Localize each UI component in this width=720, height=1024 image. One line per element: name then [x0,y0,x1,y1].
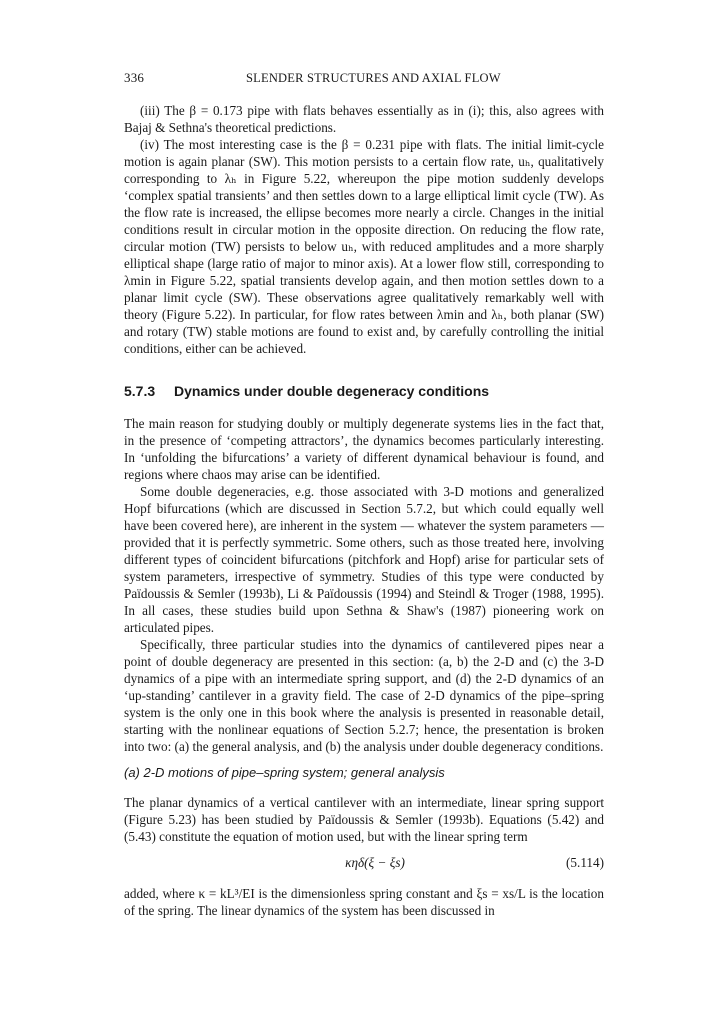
running-head [124,70,604,86]
section-paragraph-1: The main reason for studying doubly or multiply degenerate systems lies in the fact that, in the presence of ‘competing attractors’, the dynamics becomes particularly interesting. In ‘unfolding the bifurcations’ a variety of different dynamical behaviour is found, and regions where chaos may arise can be identified. [124,416,604,482]
paragraph-iv: (iv) The most interesting case is the β = 0.231 pipe with flats. The initial limit-cycle motion is again planar (SW). This motion persists to a certain flow rate, uₕ, qualitatively corresponding to λₕ in Figure 5.22, whereupon the pipe motion suddenly develops ‘complex spatial transients’ and then settles down to a large elliptical limit cycle (TW). As the flow rate is increased, the ellipse becomes more nearly a circle. Changes in the initial conditions result in circular motion in the opposite direction. On reducing the flow rate, circular motion (TW) persists to below uₕ, with reduced amplitudes and a more sharply elliptical shape (large ratio of major to minor axis). At a lower flow still, corresponding to λmin in Figure 5.22, spatial transients develop again, and then motion settles down to a planar limit cycle (SW). These observations agree qualitatively remarkably well with theory (Figure 5.22). In particular, for flow rates between λmin and λₕ, both planar (SW) and rotary (TW) stable motions are found to exist and, by carefully controlling the initial conditions, either can be achieved. [124,137,604,356]
page-number: 336 [124,70,145,85]
section-paragraph-3: Specifically, three particular studies into the dynamics of cantilevered pipes near a point of double degeneracy are presented in this section: (a, b) the 2-D and (c) the 3-D dynamics of a pipe with an intermediate spring support, and (d) the 2-D dynamics of an ‘up-standing’ cantilever in a gravity field. The case of 2-D dynamics of the pipe–spring system is the only one in this book where the analysis is presented in reasonable detail, starting with the nonlinear equations of Section 5.2.7; hence, the presentation is broken into two: (a) the general analysis, and (b) the analysis under double degeneracy conditions. [124,637,604,754]
section-number: 5.7.3 [124,383,156,399]
book-page [124,70,604,919]
paragraph-iii: (iii) The β = 0.173 pipe with flats behaves essentially as in (i); this, also agrees with Bajaj & Sethna's theoretical predictions. [124,103,604,135]
equation-number: (5.114) [566,855,604,870]
running-title: SLENDER STRUCTURES AND AXIAL FLOW [246,71,501,85]
subsection-heading: (a) 2-D motions of pipe–spring system; general analysis [124,765,445,780]
final-paragraph: added, where κ = kL³/EI is the dimensionless spring constant and ξs = xs/L is the location of the spring. The linear dynamics of the system has been discussed in [124,886,604,918]
section-paragraph-2: Some double degeneracies, e.g. those associated with 3-D motions and generalized Hopf bifurcations (which are discussed in Section 5.7.2, but which could equally well have been covered here), are inherent in the system — whatever the system parameters — provided that it is perfectly symmetric. Some others, such as those treated here, involving different types of coincident bifurcations (pitchfork and Hopf) arise for particular sets of system parameters, irrespective of symmetry. Studies of this type were conducted by Païdoussis & Semler (1993b), Li & Païdoussis (1994) and Steindl & Troger (1988, 1995). In all cases, these studies build upon Sethna & Shaw's (1987) pioneering work on articulated pipes. [124,484,604,635]
section-heading [124,383,604,399]
section-title: Dynamics under double degeneracy conditions [174,383,490,399]
equation-expression: κηδ(ξ − ξs) [345,855,405,870]
equation-5-114 [124,855,604,871]
subsection-paragraph: The planar dynamics of a vertical cantilever with an intermediate, linear spring support (Figure 5.23) has been studied by Païdoussis & Semler (1993b). Equations (5.42) and (5.43) constitute the equation of motion used, but with the linear spring term [124,795,604,844]
